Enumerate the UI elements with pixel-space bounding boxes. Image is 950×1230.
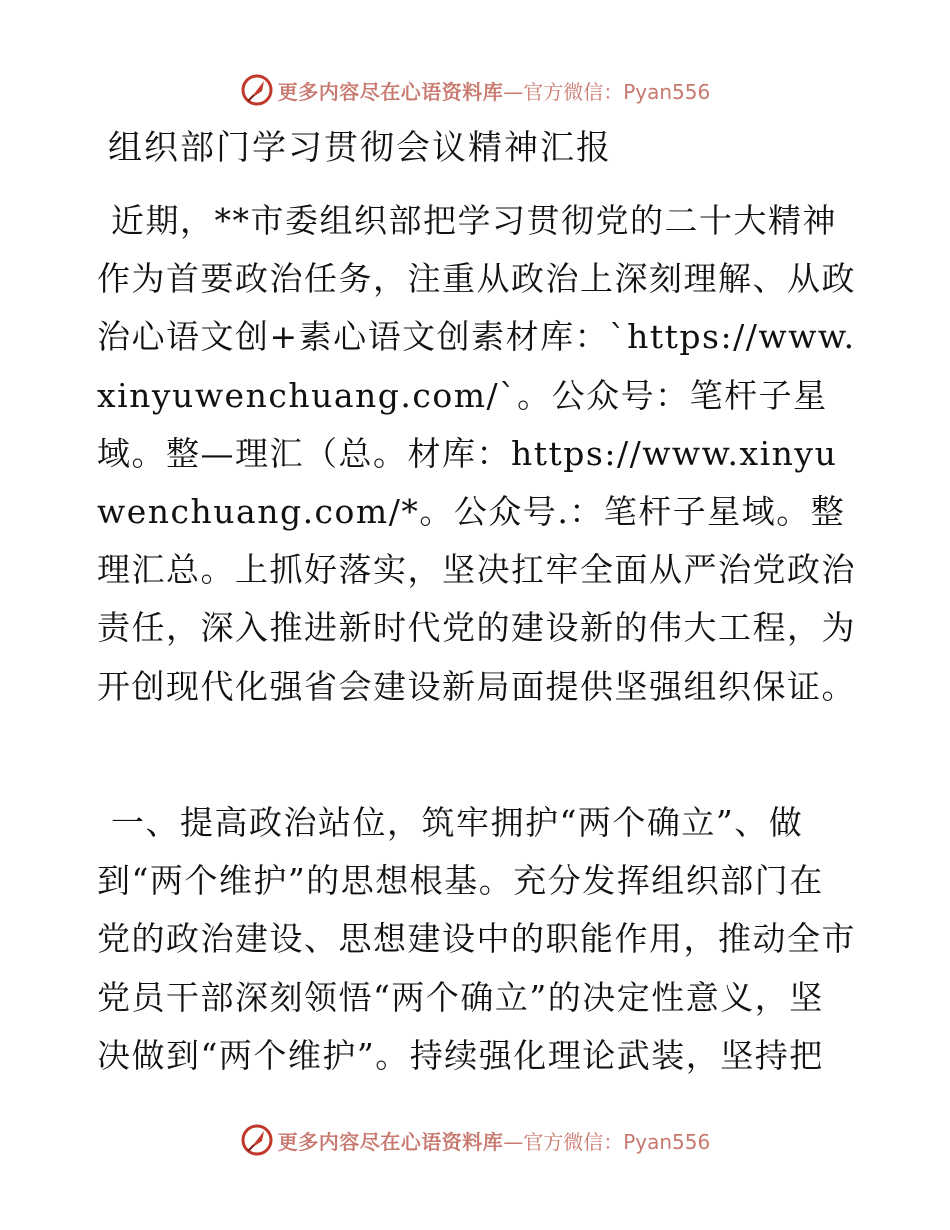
body-paragraph-1: 近期，**市委组织部把学习贯彻党的二十大精神作为首要政治任务，注重从政治上深刻理解、从政治心语文创+素心语文创素材库：`https://www.xinyuwenchuang.com/`。公众号：笔杆子星域。整—理汇（总。材库：https://www.xinyuwenchuang.com/*。公众号.：笔杆子星域。整理汇总。上抓好落实，坚决扛牢全面从严治党政治责任，深入推进新时代党的建设新的伟大工程，为开创现代化强省会建设新局面提供坚强组织保证。 xyxy=(97,201,856,706)
document-title: 组织部门学习贯彻会议精神汇报 xyxy=(108,128,612,168)
watermark-brand-text: 更多内容尽在心语资料库 xyxy=(277,79,504,104)
body-paragraph-2: 一、提高政治站位，筑牢拥护“两个确立”、做到“两个维护”的思想根基。充分发挥组织部门在党的政治建设、思想建设中的职能作用，推动全市党员干部深刻领悟“两个确立”的决定性意义，坚决做到“两个维护”。持续强化理论武装，坚持把 xyxy=(97,803,856,1075)
watermark-brand-text: 更多内容尽在心语资料库 xyxy=(277,1129,504,1154)
watermark-suffix-text: —官方微信：Pyan556 xyxy=(503,1129,711,1154)
watermark-banner-top xyxy=(0,70,950,110)
quill-logo-icon xyxy=(240,73,274,107)
watermark-suffix-text: —官方微信：Pyan556 xyxy=(503,79,711,104)
quill-logo-icon xyxy=(240,1123,274,1157)
watermark-banner-bottom xyxy=(0,1120,950,1160)
